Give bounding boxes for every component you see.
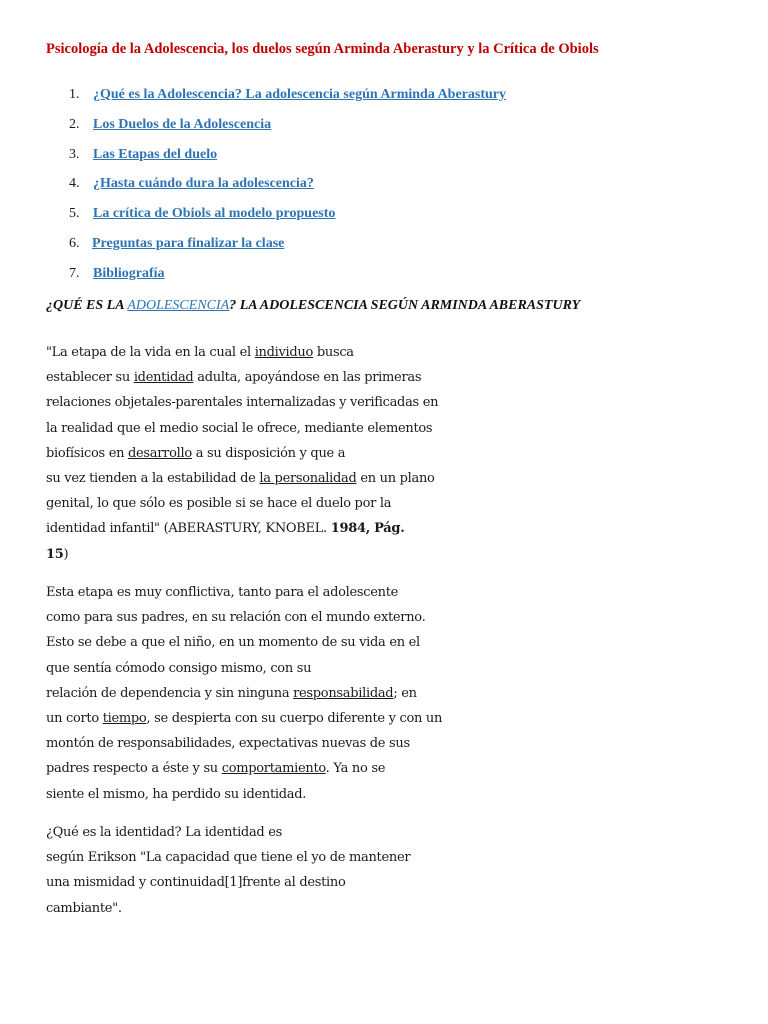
- text-run: biofísicos en: [46, 445, 129, 461]
- text-run: busca: [313, 345, 354, 360]
- text-line: [46, 516, 438, 541]
- text-line: [46, 706, 442, 731]
- text-run: establecer su: [46, 370, 134, 386]
- text-line: [46, 441, 438, 466]
- text-run: , se despierta con su cuerpo diferente y con un: [146, 711, 443, 727]
- text-run: relación de dependencia y sin ninguna: [46, 685, 294, 701]
- text-line: una mismidad y continuidad[1]frente al destino: [46, 875, 346, 891]
- toc-link-que-es-adolescencia[interactable]: ¿Qué es la Adolescencia? La adolescencia según Arminda Aberastury: [93, 87, 506, 102]
- toc-link-hasta-cuando[interactable]: ¿Hasta cuándo dura la adolescencia?: [93, 176, 314, 192]
- text-run: su vez tienden a la estabilidad de: [46, 471, 260, 487]
- citation-page: 15: [46, 546, 64, 562]
- toc-number: 6.: [69, 235, 80, 251]
- text-line: cambiante".: [46, 900, 122, 916]
- toc-link-duelos[interactable]: Los Duelos de la Adolescencia: [93, 116, 272, 132]
- text-line: como para sus padres, en su relación con el mundo externo.: [46, 610, 426, 626]
- personalidad-link[interactable]: la personalidad: [259, 471, 357, 487]
- identidad-link[interactable]: identidad: [133, 370, 194, 386]
- text-line: ¿Qué es la identidad? La identidad es: [46, 825, 283, 840]
- tiempo-link[interactable]: tiempo: [102, 711, 147, 727]
- toc-link-bibliografia[interactable]: Bibliografía: [93, 265, 165, 281]
- definition-paragraph: [46, 340, 438, 567]
- text-run: ; en: [393, 685, 417, 701]
- text-line: que sentía cómodo consigo mismo, con su: [46, 660, 312, 676]
- text-run: padres respecto a éste y su: [46, 761, 222, 777]
- text-line: [46, 681, 442, 706]
- text-run: en un plano: [356, 471, 435, 487]
- heading-text-end: ? LA ADOLESCENCIA SEGÚN ARMINDA ABERASTURY: [229, 298, 581, 313]
- text-line: la realidad que el medio social le ofrece, mediante elementos: [46, 420, 433, 436]
- toc-number: 2.: [69, 116, 80, 132]
- toc-number: 4.: [69, 176, 80, 192]
- text-line: genital, lo que sólo es posible si se hace el duelo por la: [46, 496, 392, 512]
- text-line: siente el mismo, ha perdido su identidad.: [46, 786, 307, 802]
- text-run: un corto: [46, 711, 103, 727]
- text-line: Esta etapa es muy conflictiva, tanto para el adolescente: [46, 585, 399, 600]
- text-run: identidad infantil" (ABERASTURY, KNOBEL.: [46, 521, 331, 537]
- desarrollo-link[interactable]: desarrollo: [128, 445, 192, 461]
- text-line: [46, 466, 438, 491]
- citation-year: 1984, Pág.: [330, 521, 405, 537]
- text-run: adulta, apoyándose en las primeras: [193, 370, 422, 386]
- text-line: según Erikson "La capacidad que tiene el yo de mantener: [46, 850, 411, 866]
- conflict-paragraph: [46, 580, 442, 807]
- text-run: ): [63, 546, 69, 562]
- toc-link-critica-obiols[interactable]: La crítica de Obiols al modelo propuesto: [93, 206, 336, 222]
- toc-link-etapas-duelo[interactable]: Las Etapas del duelo: [93, 146, 218, 162]
- text-line: [46, 340, 438, 365]
- toc-number: 5.: [69, 206, 80, 222]
- section-heading: [46, 293, 586, 318]
- heading-text-start: ¿QUÉ ES LA: [46, 298, 128, 313]
- adolescencia-link[interactable]: ADOLESCENCIA: [127, 298, 230, 313]
- toc-number: 3.: [69, 146, 80, 162]
- text-run: a su disposición y que a: [191, 445, 346, 461]
- text-run: "La etapa de la vida en la cual el: [46, 345, 255, 360]
- toc-number: 1.: [69, 87, 80, 102]
- toc-number: 7.: [69, 265, 80, 281]
- text-line: relaciones objetales-parentales internalizadas y verificadas en: [46, 395, 439, 411]
- toc-link-preguntas[interactable]: Preguntas para finalizar la clase: [92, 235, 285, 251]
- responsabilidad-link[interactable]: responsabilidad: [293, 685, 394, 701]
- text-line: montón de responsabilidades, expectativas nuevas de sus: [46, 736, 410, 752]
- text-line: [46, 756, 442, 781]
- text-line: Esto se debe a que el niño, en un momento de su vida en el: [46, 635, 420, 651]
- text-run: . Ya no se: [325, 761, 386, 777]
- individuo-link[interactable]: individuo: [254, 345, 314, 360]
- identity-paragraph: [46, 820, 410, 921]
- document-title: Psicología de la Adolescencia, los duelos según Arminda Aberastury y la Crítica de Obiols: [46, 41, 599, 57]
- text-line: [46, 365, 438, 390]
- comportamiento-link[interactable]: comportamiento: [221, 761, 326, 777]
- text-line: [46, 542, 438, 567]
